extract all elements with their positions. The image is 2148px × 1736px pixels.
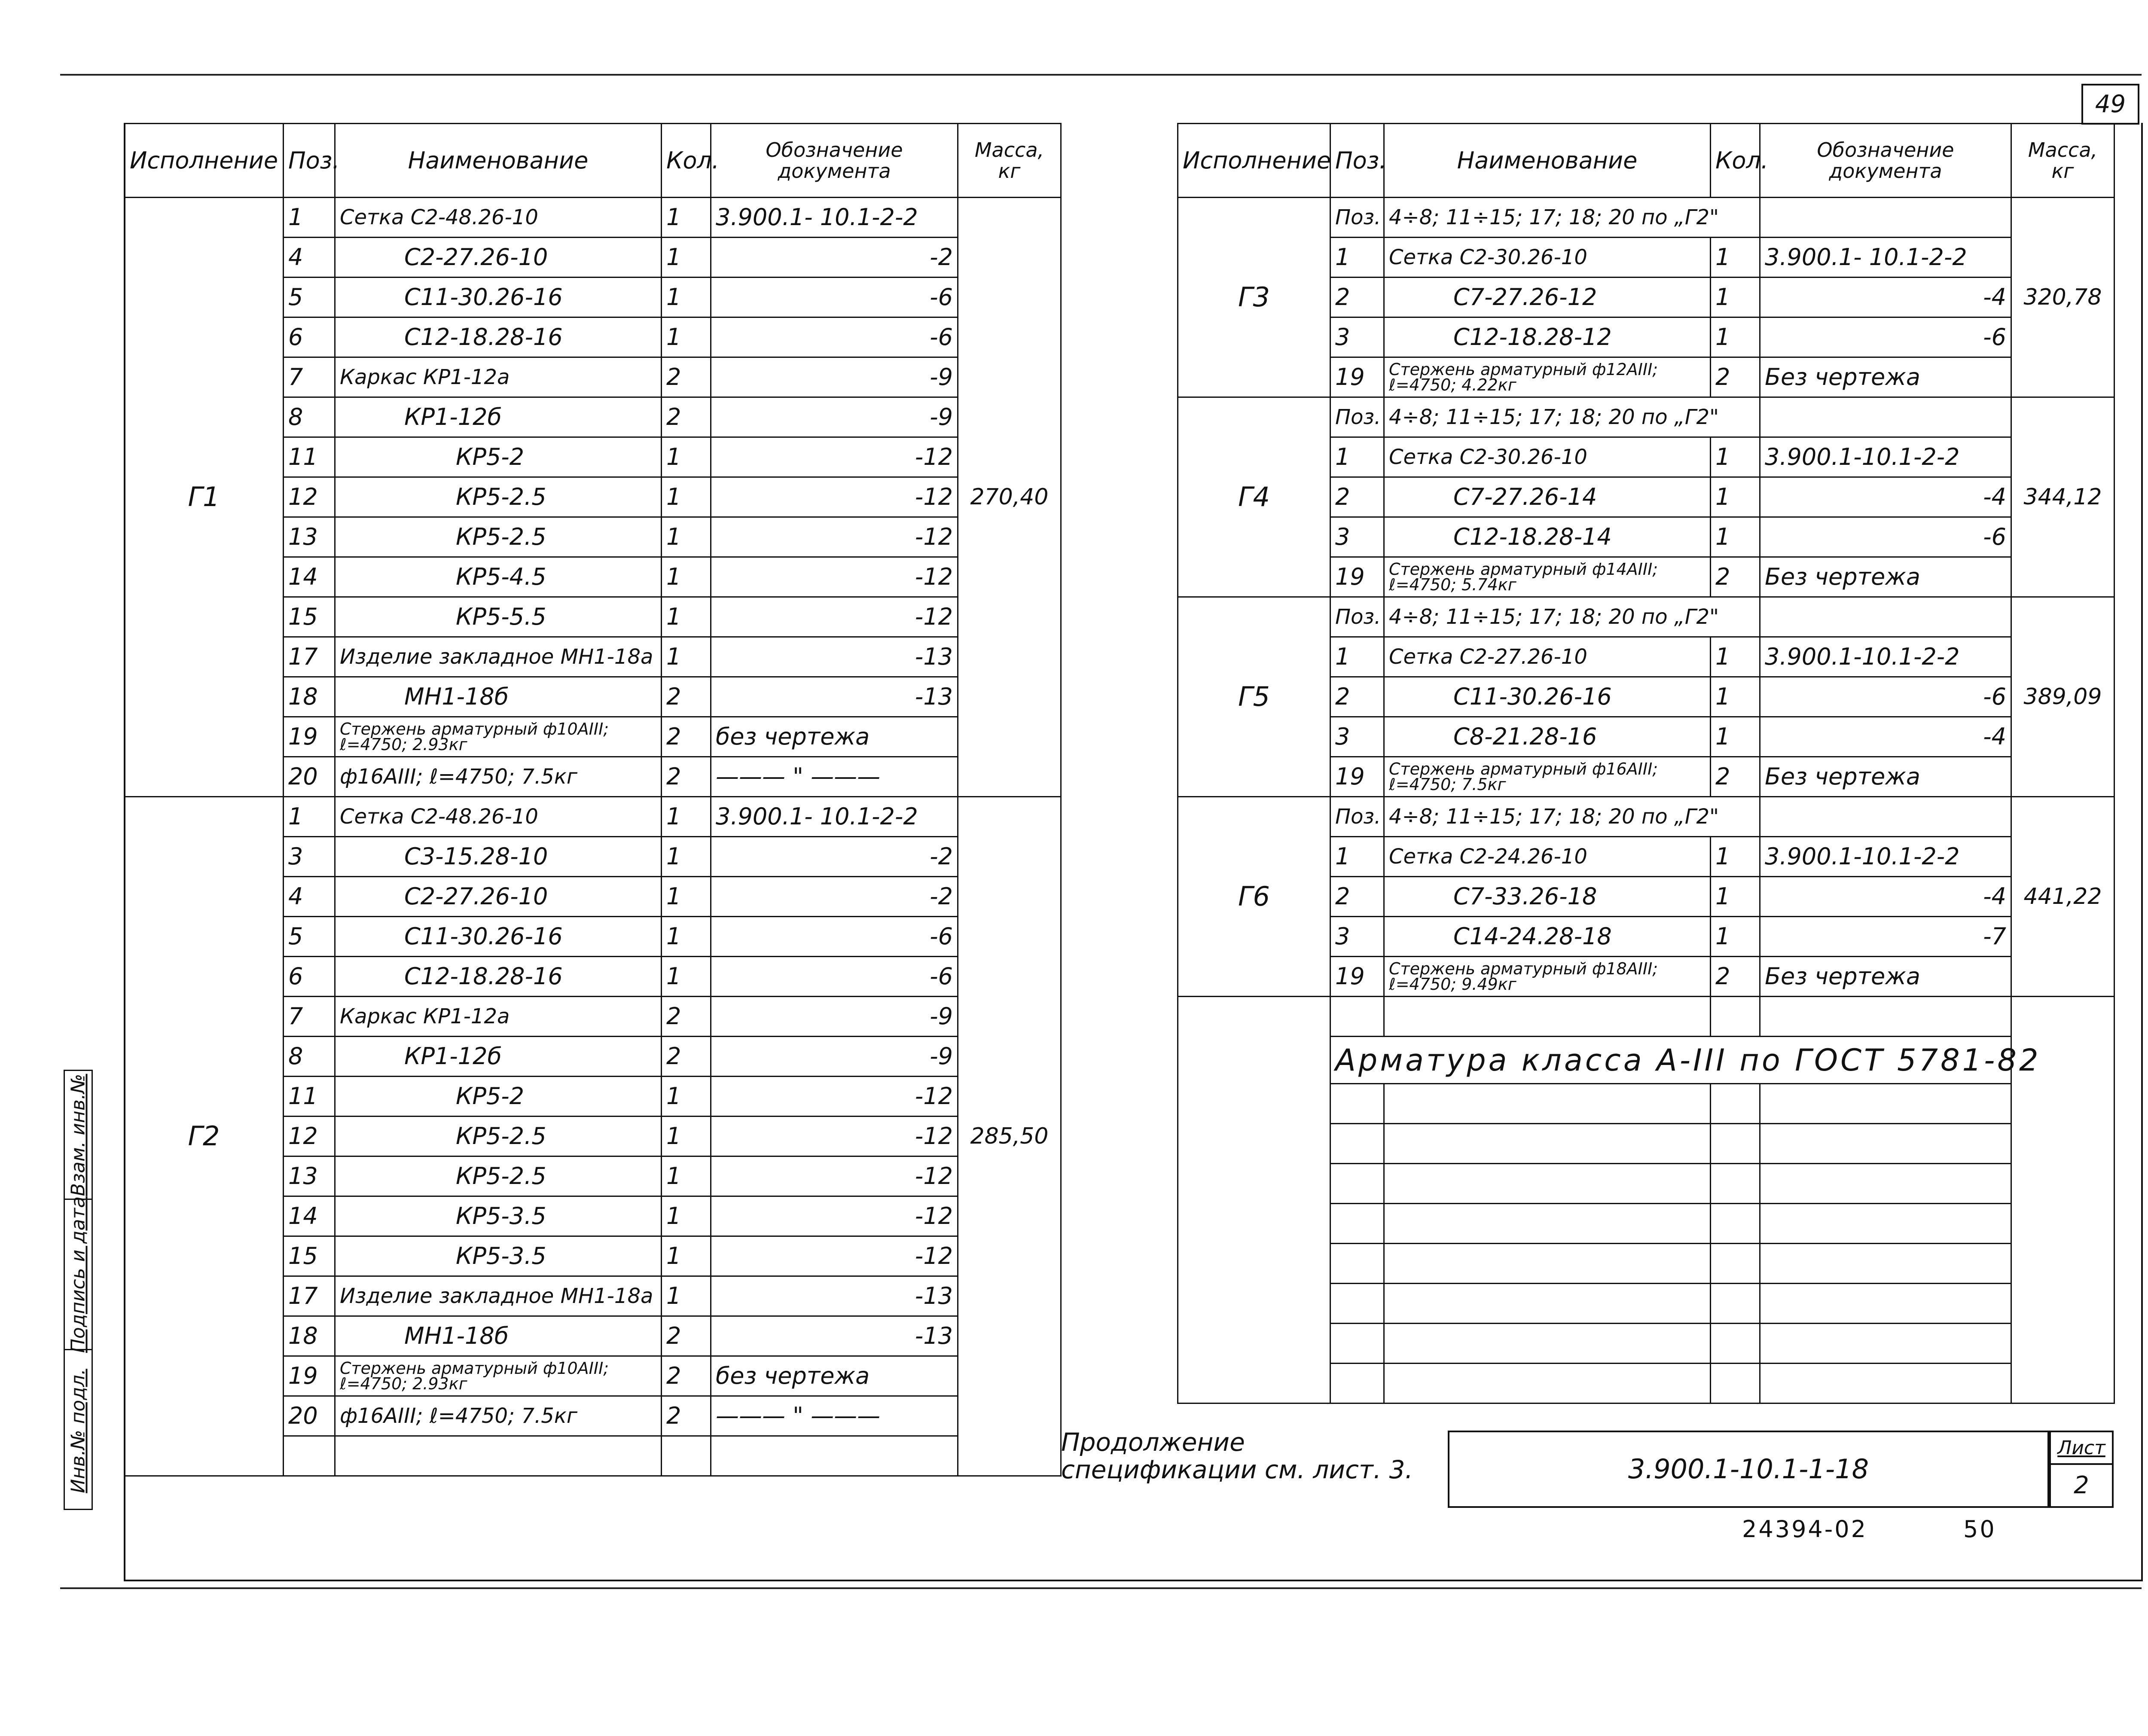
qty-cell: 1: [662, 278, 711, 317]
name-cell: С3-15.28-10: [335, 837, 662, 877]
doc-cell: -13: [711, 637, 958, 677]
doc-cell: -12: [711, 1196, 958, 1236]
poz-cell: 8: [284, 1037, 335, 1077]
poz-cell: 14: [284, 1196, 335, 1236]
doc-cell: -12: [711, 1117, 958, 1156]
side-approval-stamp: [64, 1070, 93, 1510]
poz-cell: 5: [284, 917, 335, 957]
positions-reference: 4÷8; 11÷15; 17; 18; 20 по „Г2": [1384, 597, 1760, 637]
doc-cell: Без чертежа: [1760, 757, 2011, 797]
qty-cell: 1: [1711, 637, 1760, 677]
name-cell: Стержень арматурный ф10АIII; ℓ=4750; 2.93кг: [335, 1356, 662, 1396]
name-cell: МН1-18б: [335, 677, 662, 717]
ispolnenie-cell: Г4: [1178, 397, 1330, 597]
title-stamp: [1448, 1431, 2114, 1508]
qty-cell: 2: [1711, 957, 1760, 997]
name-cell: Изделие закладное МН1-18а: [335, 637, 662, 677]
left-header-row: [125, 124, 1061, 198]
poz-cell: 13: [284, 1156, 335, 1196]
qty-cell: 2: [1711, 357, 1760, 397]
list-value: 2: [2049, 1463, 2114, 1508]
name-cell: С12-18.28-16: [335, 317, 662, 357]
poz-cell: 2: [1330, 477, 1384, 517]
name-cell: КР1-12б: [335, 397, 662, 437]
poz-cell: 1: [284, 198, 335, 238]
name-cell: С2-27.26-10: [335, 238, 662, 278]
qty-cell: 1: [1711, 837, 1760, 877]
archive-page-number: 50: [1963, 1516, 1996, 1543]
doc-cell: -13: [711, 1276, 958, 1316]
doc-cell: [1760, 1164, 2011, 1204]
qty-cell: 1: [1711, 317, 1760, 357]
empty-row: [1178, 997, 2114, 1037]
qty-cell: [1711, 1124, 1760, 1164]
positions-reference: 4÷8; 11÷15; 17; 18; 20 по „Г2": [1384, 797, 1760, 837]
header-poz: Поз.: [1330, 124, 1384, 198]
name-cell: С11-30.26-16: [335, 917, 662, 957]
poz-cell: 11: [284, 1077, 335, 1117]
doc-cell: -9: [711, 357, 958, 397]
poz-cell: 4: [284, 238, 335, 278]
poz-cell: 14: [284, 557, 335, 597]
qty-cell: [1711, 997, 1760, 1037]
poz-cell: 15: [284, 1236, 335, 1276]
doc-cell: 3.900.1- 10.1-2-2: [711, 198, 958, 238]
name-cell: С12-18.28-16: [335, 957, 662, 997]
doc-cell: -6: [711, 278, 958, 317]
qty-cell: 2: [662, 1356, 711, 1396]
mass-cell: 320,78: [2011, 198, 2114, 397]
doc-cell: -12: [711, 477, 958, 517]
name-cell: Сетка С2-48.26-10: [335, 198, 662, 238]
top-trim-line: [60, 74, 2142, 76]
poz-cell: 1: [1330, 637, 1384, 677]
poz-cell: 19: [1330, 357, 1384, 397]
name-cell: КР5-2.5: [335, 1117, 662, 1156]
doc-cell: -12: [711, 557, 958, 597]
side-label-inv: Инв.№ подл.: [67, 1368, 89, 1493]
poz-cell: Поз.: [1330, 198, 1384, 238]
doc-cell: 3.900.1-10.1-2-2: [1760, 437, 2011, 477]
poz-cell: 6: [284, 957, 335, 997]
doc-cell: -4: [1760, 278, 2011, 317]
doc-cell: -12: [711, 517, 958, 557]
doc-cell: 3.900.1- 10.1-2-2: [1760, 238, 2011, 278]
doc-cell: -13: [711, 677, 958, 717]
header-ispolnenie: Исполнение: [1178, 124, 1330, 198]
qty-cell: [1711, 1084, 1760, 1124]
poz-cell: [1330, 1284, 1384, 1324]
doc-cell: [1760, 1244, 2011, 1284]
header-oboznach: Обозначение документа: [1760, 124, 2011, 198]
left-spec-table: [124, 123, 1062, 1477]
armature-note: Арматура класса А-III по ГОСТ 5781-82: [1330, 1037, 2011, 1084]
name-cell: С12-18.28-14: [1384, 517, 1711, 557]
qty-cell: 1: [662, 317, 711, 357]
doc-cell: -7: [1760, 917, 2011, 957]
name-cell: С8-21.28-16: [1384, 717, 1711, 757]
name-cell: КР5-2: [335, 1077, 662, 1117]
poz-cell: 5: [284, 278, 335, 317]
poz-cell: 13: [284, 517, 335, 557]
qty-cell: 2: [662, 357, 711, 397]
poz-cell: [284, 1436, 335, 1476]
qty-cell: 2: [1711, 557, 1760, 597]
doc-cell: -9: [711, 1037, 958, 1077]
header-kol: Кол.: [1711, 124, 1760, 198]
name-cell: [1384, 1364, 1711, 1403]
name-cell: С7-33.26-18: [1384, 877, 1711, 917]
qty-cell: [1711, 1364, 1760, 1403]
poz-cell: 1: [284, 797, 335, 837]
ispolnenie-cell: Г5: [1178, 597, 1330, 797]
side-cell-sign: [65, 1196, 92, 1353]
qty-cell: 2: [662, 1037, 711, 1077]
name-cell: Стержень арматурный ф14АIII; ℓ=4750; 5.74кг: [1384, 557, 1711, 597]
qty-cell: 1: [1711, 677, 1760, 717]
name-cell: КР5-2.5: [335, 517, 662, 557]
name-cell: [1384, 997, 1711, 1037]
qty-cell: 1: [1711, 717, 1760, 757]
poz-cell: 2: [1330, 877, 1384, 917]
poz-cell: 2: [1330, 677, 1384, 717]
doc-cell: -2: [711, 877, 958, 917]
doc-cell: Без чертежа: [1760, 357, 2011, 397]
qty-cell: 1: [662, 637, 711, 677]
doc-cell: -12: [711, 597, 958, 637]
qty-cell: 1: [662, 957, 711, 997]
doc-cell: -4: [1760, 477, 2011, 517]
qty-cell: [1711, 1164, 1760, 1204]
poz-cell: 8: [284, 397, 335, 437]
name-cell: С11-30.26-16: [335, 278, 662, 317]
header-naim: Наименование: [335, 124, 662, 198]
doc-cell: -4: [1760, 877, 2011, 917]
qty-cell: 1: [662, 477, 711, 517]
header-ispolnenie: Исполнение: [125, 124, 284, 198]
qty-cell: [1711, 1284, 1760, 1324]
doc-cell: 3.900.1-10.1-2-2: [1760, 837, 2011, 877]
name-cell: Каркас КР1-12а: [335, 997, 662, 1037]
qty-cell: 1: [662, 1276, 711, 1316]
name-cell: КР5-2: [335, 437, 662, 477]
name-cell: [1384, 1164, 1711, 1204]
poz-cell: 19: [1330, 557, 1384, 597]
table-row: [125, 797, 1061, 837]
qty-cell: 1: [662, 597, 711, 637]
header-kol: Кол.: [662, 124, 711, 198]
poz-cell: 11: [284, 437, 335, 477]
qty-cell: 1: [662, 1117, 711, 1156]
name-cell: С2-27.26-10: [335, 877, 662, 917]
name-cell: Стержень арматурный ф12АIII; ℓ=4750; 4.22кг: [1384, 357, 1711, 397]
ispolnenie-cell: Г1: [125, 198, 284, 797]
qty-cell: 2: [662, 757, 711, 797]
qty-cell: 1: [662, 517, 711, 557]
qty-cell: 1: [662, 557, 711, 597]
list-label: Лист: [2049, 1431, 2114, 1465]
qty-cell: 1: [1711, 517, 1760, 557]
mass-cell: 270,40: [958, 198, 1061, 797]
qty-cell: 1: [662, 877, 711, 917]
poz-cell: 17: [284, 637, 335, 677]
doc-cell: -6: [1760, 517, 2011, 557]
qty-cell: 2: [662, 1396, 711, 1436]
poz-cell: 3: [1330, 917, 1384, 957]
poz-cell: 19: [1330, 957, 1384, 997]
ispolnenie-cell: Г3: [1178, 198, 1330, 397]
poz-cell: 7: [284, 997, 335, 1037]
poz-cell: 4: [284, 877, 335, 917]
qty-cell: 2: [662, 677, 711, 717]
qty-cell: 2: [1711, 757, 1760, 797]
poz-cell: [1330, 1084, 1384, 1124]
name-cell: КР5-3.5: [335, 1196, 662, 1236]
poz-cell: 3: [1330, 517, 1384, 557]
group-header-row: [1178, 797, 2114, 837]
qty-cell: 1: [662, 1196, 711, 1236]
right-spec-table: [1177, 123, 2115, 1404]
side-cell-vzam: [65, 1071, 92, 1200]
doc-cell: -2: [711, 238, 958, 278]
poz-cell: [1330, 1124, 1384, 1164]
poz-cell: 1: [1330, 837, 1384, 877]
name-cell: Изделие закладное МН1-18а: [335, 1276, 662, 1316]
name-cell: Сетка С2-30.26-10: [1384, 238, 1711, 278]
positions-reference: 4÷8; 11÷15; 17; 18; 20 по „Г2": [1384, 397, 1760, 437]
name-cell: [1384, 1204, 1711, 1244]
name-cell: КР5-5.5: [335, 597, 662, 637]
side-label-vzam: Взам. инв.№: [67, 1074, 89, 1196]
poz-cell: [1330, 1244, 1384, 1284]
name-cell: МН1-18б: [335, 1316, 662, 1356]
doc-cell: [1760, 198, 2011, 238]
doc-cell: 3.900.1- 10.1-2-2: [711, 797, 958, 837]
empty-ispolnenie-cell: [1178, 997, 1330, 1403]
name-cell: Каркас КР1-12а: [335, 357, 662, 397]
poz-cell: 18: [284, 677, 335, 717]
doc-cell: -6: [711, 317, 958, 357]
ispolnenie-cell: Г2: [125, 797, 284, 1476]
name-cell: [1384, 1324, 1711, 1364]
doc-cell: [1760, 1204, 2011, 1244]
name-cell: ф16АIII; ℓ=4750; 7.5кг: [335, 757, 662, 797]
poz-cell: 17: [284, 1276, 335, 1316]
doc-cell: [1760, 797, 2011, 837]
poz-cell: Поз.: [1330, 397, 1384, 437]
doc-cell: -12: [711, 1156, 958, 1196]
group-header-row: [1178, 597, 2114, 637]
ispolnenie-cell: Г6: [1178, 797, 1330, 997]
qty-cell: 1: [662, 917, 711, 957]
group-header-row: [1178, 397, 2114, 437]
header-poz: Поз.: [284, 124, 335, 198]
bottom-trim-line: [60, 1587, 2142, 1589]
name-cell: КР5-2.5: [335, 477, 662, 517]
qty-cell: 2: [662, 717, 711, 757]
doc-cell: -6: [1760, 677, 2011, 717]
name-cell: [1384, 1124, 1711, 1164]
name-cell: Стержень арматурный ф10АIII; ℓ=4750; 2.93кг: [335, 717, 662, 757]
poz-cell: 3: [284, 837, 335, 877]
doc-cell: [1760, 1284, 2011, 1324]
continuation-note: Продолжение спецификации см. лист. 3.: [1061, 1428, 1413, 1484]
qty-cell: 1: [1711, 477, 1760, 517]
doc-cell: [1760, 1124, 2011, 1164]
name-cell: Стержень арматурный ф16АIII; ℓ=4750; 7.5кг: [1384, 757, 1711, 797]
doc-cell: -9: [711, 997, 958, 1037]
name-cell: Сетка С2-24.26-10: [1384, 837, 1711, 877]
doc-cell: ——— " ———: [711, 1396, 958, 1436]
name-cell: КР5-3.5: [335, 1236, 662, 1276]
name-cell: С7-27.26-14: [1384, 477, 1711, 517]
doc-cell: без чертежа: [711, 1356, 958, 1396]
mass-cell: 285,50: [958, 797, 1061, 1476]
poz-cell: Поз.: [1330, 797, 1384, 837]
doc-cell: без чертежа: [711, 717, 958, 757]
poz-cell: [1330, 1324, 1384, 1364]
doc-cell: -6: [711, 957, 958, 997]
qty-cell: 1: [662, 1156, 711, 1196]
doc-cell: -9: [711, 397, 958, 437]
doc-cell: -6: [1760, 317, 2011, 357]
doc-cell: [1760, 1324, 2011, 1364]
header-oboznach: Обозначение документа: [711, 124, 958, 198]
qty-cell: 1: [1711, 437, 1760, 477]
positions-reference: 4÷8; 11÷15; 17; 18; 20 по „Г2": [1384, 198, 1760, 238]
name-cell: [335, 1436, 662, 1476]
qty-cell: 1: [662, 837, 711, 877]
poz-cell: 1: [1330, 238, 1384, 278]
doc-cell: -6: [711, 917, 958, 957]
header-massa: Масса, кг: [958, 124, 1061, 198]
doc-cell: -12: [711, 1236, 958, 1276]
qty-cell: 1: [1711, 278, 1760, 317]
name-cell: КР1-12б: [335, 1037, 662, 1077]
poz-cell: 12: [284, 477, 335, 517]
name-cell: [1384, 1284, 1711, 1324]
qty-cell: 1: [662, 1236, 711, 1276]
poz-cell: 15: [284, 597, 335, 637]
name-cell: Сетка С2-48.26-10: [335, 797, 662, 837]
name-cell: КР5-4.5: [335, 557, 662, 597]
poz-cell: 3: [1330, 717, 1384, 757]
poz-cell: [1330, 997, 1384, 1037]
name-cell: ф16АIII; ℓ=4750; 7.5кг: [335, 1396, 662, 1436]
qty-cell: 2: [662, 397, 711, 437]
mass-cell: 344,12: [2011, 397, 2114, 597]
name-cell: [1384, 1084, 1711, 1124]
doc-cell: -2: [711, 837, 958, 877]
poz-cell: 19: [284, 1356, 335, 1396]
qty-cell: 1: [662, 437, 711, 477]
qty-cell: 1: [1711, 917, 1760, 957]
header-naim: Наименование: [1384, 124, 1711, 198]
doc-cell: [1760, 397, 2011, 437]
qty-cell: 1: [662, 797, 711, 837]
doc-cell: -12: [711, 437, 958, 477]
name-cell: С14-24.28-18: [1384, 917, 1711, 957]
poz-cell: 19: [1330, 757, 1384, 797]
qty-cell: 1: [1711, 238, 1760, 278]
right-header-row: [1178, 124, 2114, 198]
qty-cell: 2: [662, 1316, 711, 1356]
name-cell: [1384, 1244, 1711, 1284]
qty-cell: 1: [662, 1077, 711, 1117]
doc-cell: Без чертежа: [1760, 957, 2011, 997]
poz-cell: 12: [284, 1117, 335, 1156]
poz-cell: Поз.: [1330, 597, 1384, 637]
qty-cell: [662, 1436, 711, 1476]
poz-cell: [1330, 1364, 1384, 1403]
name-cell: Сетка С2-27.26-10: [1384, 637, 1711, 677]
qty-cell: 1: [662, 238, 711, 278]
doc-cell: 3.900.1-10.1-2-2: [1760, 637, 2011, 677]
poz-cell: 7: [284, 357, 335, 397]
qty-cell: [1711, 1244, 1760, 1284]
archive-code: 24394-02: [1742, 1516, 1867, 1543]
doc-cell: -4: [1760, 717, 2011, 757]
name-cell: С7-27.26-12: [1384, 278, 1711, 317]
poz-cell: 20: [284, 757, 335, 797]
doc-cell: [1760, 1084, 2011, 1124]
mass-cell: 389,09: [2011, 597, 2114, 797]
mass-cell: 441,22: [2011, 797, 2114, 997]
poz-cell: 3: [1330, 317, 1384, 357]
name-cell: С11-30.26-16: [1384, 677, 1711, 717]
poz-cell: 18: [284, 1316, 335, 1356]
name-cell: КР5-2.5: [335, 1156, 662, 1196]
poz-cell: 19: [284, 717, 335, 757]
group-header-row: [1178, 198, 2114, 238]
doc-cell: ——— " ———: [711, 757, 958, 797]
doc-cell: -13: [711, 1316, 958, 1356]
doc-cell: [711, 1436, 958, 1476]
poz-cell: 20: [284, 1396, 335, 1436]
doc-cell: [1760, 1364, 2011, 1403]
side-label-sign: Подпись и дата: [67, 1196, 89, 1353]
table-row: [125, 198, 1061, 238]
qty-cell: 2: [662, 997, 711, 1037]
qty-cell: 1: [662, 198, 711, 238]
name-cell: С12-18.28-12: [1384, 317, 1711, 357]
qty-cell: 1: [1711, 877, 1760, 917]
name-cell: Сетка С2-30.26-10: [1384, 437, 1711, 477]
document-code: 3.900.1-10.1-1-18: [1448, 1431, 2049, 1508]
doc-cell: -12: [711, 1077, 958, 1117]
sheet-number: 49: [2081, 84, 2139, 125]
qty-cell: [1711, 1324, 1760, 1364]
doc-cell: [1760, 597, 2011, 637]
doc-cell: Без чертежа: [1760, 557, 2011, 597]
poz-cell: [1330, 1204, 1384, 1244]
qty-cell: [1711, 1204, 1760, 1244]
poz-cell: 2: [1330, 278, 1384, 317]
poz-cell: 6: [284, 317, 335, 357]
header-massa: Масса, кг: [2011, 124, 2114, 198]
name-cell: Стержень арматурный ф18АIII; ℓ=4750; 9.49кг: [1384, 957, 1711, 997]
poz-cell: [1330, 1164, 1384, 1204]
doc-cell: [1760, 997, 2011, 1037]
side-cell-inv: [65, 1350, 92, 1511]
poz-cell: 1: [1330, 437, 1384, 477]
